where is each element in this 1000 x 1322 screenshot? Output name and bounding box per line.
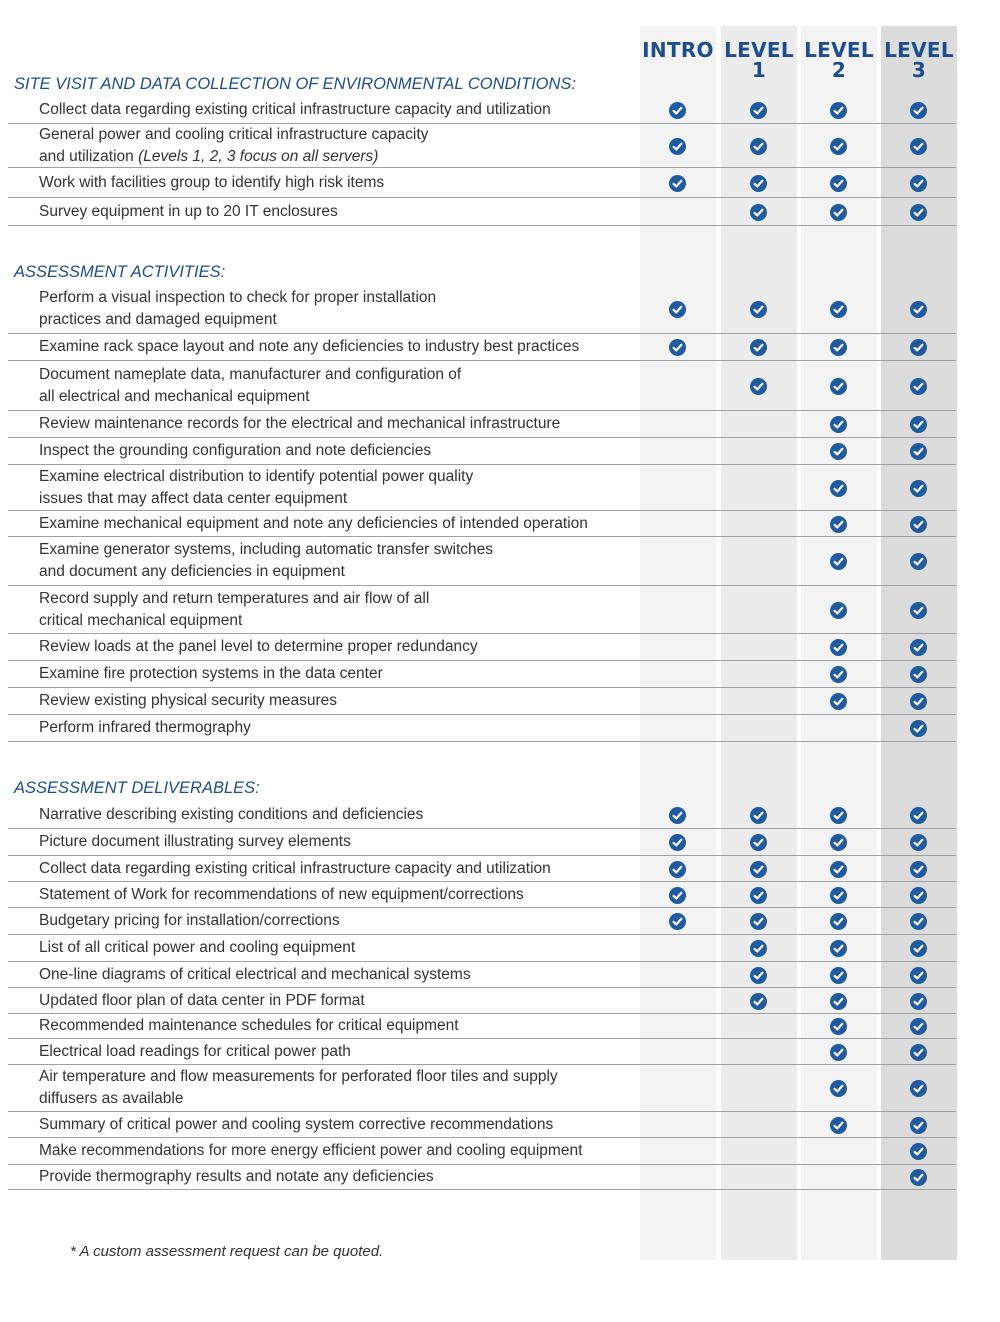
check-icon-intro [669, 301, 686, 318]
check-icon-level2 [830, 443, 847, 460]
row-description [39, 511, 639, 536]
row-description-line [39, 717, 639, 739]
column-header-line: LEVEL [884, 38, 954, 62]
table-row [8, 829, 956, 856]
column-header-line: 1 [751, 58, 767, 82]
check-icon-level3 [910, 602, 927, 619]
row-description-line [39, 1015, 639, 1037]
column-header-level3 [881, 40, 957, 80]
row-description-line [39, 937, 639, 959]
check-icon-level3 [910, 416, 927, 433]
section-title: ASSESSMENT DELIVERABLES: [14, 779, 260, 797]
check-icon-level3 [910, 301, 927, 318]
row-text: Work with facilities group to identify high risk items [39, 173, 385, 191]
row-description [39, 1065, 639, 1111]
check-icon-level2 [830, 693, 847, 710]
row-description-line [39, 884, 639, 906]
table-row [8, 438, 956, 465]
check-icon-level2 [830, 378, 847, 395]
table-row [8, 511, 956, 537]
row-text: and document any deficiencies in equipment [39, 563, 345, 580]
check-icon-level3 [910, 138, 927, 155]
check-icon-level3 [910, 1117, 927, 1134]
check-icon-level1 [750, 940, 767, 957]
row-text: Record supply and return temperatures and air flow of all [39, 589, 430, 607]
row-description-line [39, 964, 639, 986]
section-title: SITE VISIT AND DATA COLLECTION OF ENVIRONMENTAL CONDITIONS: [14, 75, 576, 93]
column-header-level2 [801, 40, 877, 80]
check-icon-level3 [910, 480, 927, 497]
row-text: Updated floor plan of data center in PDF format [39, 991, 365, 1009]
row-description-line [39, 1114, 639, 1136]
check-icon-level3 [910, 516, 927, 533]
row-description-line [39, 124, 639, 146]
row-text: Examine electrical distribution to identify potential power quality [39, 467, 474, 485]
check-icon-level2 [830, 516, 847, 533]
row-description-line [39, 588, 639, 610]
row-description [39, 829, 639, 855]
row-text: Statement of Work for recommendations of new equipment/corrections [39, 885, 524, 903]
check-icon-level2 [830, 967, 847, 984]
table-row [8, 1014, 956, 1039]
check-icon-level2 [830, 940, 847, 957]
row-description-line [39, 413, 639, 435]
row-description-line [39, 610, 639, 632]
check-icon-intro [669, 175, 686, 192]
check-icon-level3 [910, 339, 927, 356]
row-description-line [39, 663, 639, 685]
row-description [39, 688, 639, 714]
check-icon-level1 [750, 175, 767, 192]
row-description [39, 802, 639, 828]
table-row [8, 198, 956, 226]
row-text: Budgetary pricing for installation/corrections [39, 912, 340, 929]
row-description [39, 1039, 639, 1064]
row-text: Perform infrared thermography [39, 719, 251, 736]
check-icon-intro [669, 887, 686, 904]
check-icon-intro [669, 861, 686, 878]
row-description [39, 285, 639, 333]
row-description [39, 334, 639, 360]
row-description-line [39, 990, 639, 1012]
table-row [8, 124, 956, 168]
row-description-line [39, 831, 639, 853]
check-icon-level2 [830, 301, 847, 318]
table-row [8, 661, 956, 688]
row-text: Examine rack space layout and note any deficiencies to industry best practices [39, 338, 580, 355]
table-row [8, 882, 956, 908]
check-icon-level3 [910, 1080, 927, 1097]
row-text: Summary of critical power and cooling system corrective recommendations [39, 1115, 554, 1133]
column-header-level1 [721, 40, 797, 80]
row-description-line [39, 513, 639, 535]
check-icon-level3 [910, 834, 927, 851]
row-description-line [39, 146, 639, 168]
table-row [8, 537, 956, 586]
check-icon-level2 [830, 204, 847, 221]
check-icon-level1 [750, 913, 767, 930]
check-icon-level3 [910, 967, 927, 984]
row-description [39, 168, 639, 197]
check-icon-level3 [910, 720, 927, 737]
table-row [8, 465, 956, 511]
row-text: Collect data regarding existing critical infrastructure capacity and utilization [39, 101, 551, 118]
table-row [8, 1165, 956, 1190]
check-icon-level2 [830, 993, 847, 1010]
column-header-line: INTRO [642, 38, 714, 62]
row-text: Survey equipment in up to 20 IT enclosures [39, 202, 338, 220]
check-icon-level3 [910, 940, 927, 957]
row-description-line [39, 336, 639, 358]
table-row [8, 285, 956, 334]
row-description [39, 465, 639, 510]
row-description-line [39, 1166, 639, 1188]
check-icon-level2 [830, 1044, 847, 1061]
table-row [8, 935, 956, 962]
row-text: Review maintenance records for the electrical and mechanical infrastructure [39, 415, 561, 432]
check-icon-level3 [910, 666, 927, 683]
row-description-line [39, 287, 639, 309]
row-text: Examine mechanical equipment and note any deficiencies of intended operation [39, 514, 588, 532]
row-text: Electrical load readings for critical power path [39, 1042, 351, 1060]
check-icon-level1 [750, 967, 767, 984]
row-description-line [39, 910, 639, 932]
check-icon-intro [669, 913, 686, 930]
row-description [39, 856, 639, 881]
table-row [8, 586, 956, 634]
row-description [39, 124, 639, 167]
check-icon-intro [669, 834, 686, 851]
row-description [39, 634, 639, 660]
table-row [8, 715, 956, 742]
check-icon-level2 [830, 102, 847, 119]
check-icon-level1 [750, 339, 767, 356]
row-description-line [39, 309, 639, 331]
check-icon-level2 [830, 339, 847, 356]
check-icon-level2 [830, 416, 847, 433]
row-description [39, 661, 639, 687]
table-row [8, 962, 956, 988]
row-text: Review loads at the panel level to determine proper redundancy [39, 638, 478, 655]
table-row [8, 1065, 956, 1112]
row-description-line [39, 561, 639, 583]
check-icon-level3 [910, 443, 927, 460]
row-description [39, 438, 639, 464]
row-description-line [39, 440, 639, 462]
row-description-line [39, 364, 639, 386]
row-text: diffusers as available [39, 1090, 184, 1107]
check-icon-level3 [910, 1018, 927, 1035]
row-description-line [39, 466, 639, 488]
row-description-line [39, 539, 639, 561]
check-icon-level3 [910, 913, 927, 930]
check-icon-intro [669, 807, 686, 824]
row-description-line [39, 99, 639, 121]
row-description [39, 1112, 639, 1137]
row-description [39, 715, 639, 741]
row-text: Document nameplate data, manufacturer and configuration of [39, 365, 462, 383]
row-text: practices and damaged equipment [39, 311, 277, 328]
row-text: List of all critical power and cooling equipment [39, 939, 356, 956]
check-icon-level2 [830, 1080, 847, 1097]
table-row [8, 988, 956, 1014]
check-icon-level1 [750, 887, 767, 904]
row-text: Examine generator systems, including automatic transfer switches [39, 541, 494, 558]
check-icon-level1 [750, 993, 767, 1010]
check-icon-level2 [830, 807, 847, 824]
table-row [8, 1138, 956, 1165]
row-text: Review existing physical security measures [39, 692, 338, 709]
row-text: Examine fire protection systems in the data center [39, 665, 383, 682]
check-icon-level1 [750, 138, 767, 155]
row-description-line [39, 636, 639, 658]
check-icon-level3 [910, 378, 927, 395]
check-icon-level2 [830, 887, 847, 904]
section-title: ASSESSMENT ACTIVITIES: [14, 263, 226, 281]
row-description [39, 908, 639, 934]
row-description [39, 537, 639, 585]
table-row [8, 97, 956, 124]
check-icon-level2 [830, 1018, 847, 1035]
check-icon-level3 [910, 102, 927, 119]
check-icon-intro [669, 102, 686, 119]
row-text: Inspect the grounding configuration and note deficiencies [39, 442, 432, 459]
row-description-line [39, 690, 639, 712]
check-icon-level3 [910, 639, 927, 656]
check-icon-level2 [830, 175, 847, 192]
check-icon-level3 [910, 175, 927, 192]
row-text: General power and cooling critical infrastructure capacity [39, 125, 429, 143]
check-icon-level1 [750, 807, 767, 824]
check-icon-level3 [910, 204, 927, 221]
row-description [39, 962, 639, 987]
row-text: all electrical and mechanical equipment [39, 387, 310, 405]
row-description-line [39, 201, 639, 223]
row-description [39, 411, 639, 437]
row-text: Air temperature and flow measurements for perforated floor tiles and supply [39, 1068, 558, 1085]
row-text: Provide thermography results and notate any deficiencies [39, 1168, 434, 1185]
row-description-line [39, 1140, 639, 1162]
check-icon-level2 [830, 553, 847, 570]
table-row [8, 411, 956, 438]
table-row [8, 168, 956, 198]
check-icon-level1 [750, 301, 767, 318]
check-icon-intro [669, 339, 686, 356]
check-icon-level1 [750, 861, 767, 878]
row-description [39, 1165, 639, 1189]
row-text: Recommended maintenance schedules for critical equipment [39, 1017, 459, 1034]
table-row [8, 688, 956, 715]
check-icon-level3 [910, 1169, 927, 1186]
row-description [39, 361, 639, 410]
row-description [39, 1138, 639, 1164]
row-description [39, 1014, 639, 1038]
row-description-line [39, 804, 639, 826]
row-text: and utilization [39, 147, 134, 165]
check-icon-level1 [750, 204, 767, 221]
check-icon-level2 [830, 138, 847, 155]
row-description-line [39, 1088, 639, 1110]
check-icon-level3 [910, 553, 927, 570]
row-text: Narrative describing existing conditions and deficiencies [39, 806, 424, 823]
check-icon-level3 [910, 807, 927, 824]
check-icon-level1 [750, 834, 767, 851]
row-description [39, 935, 639, 961]
column-header-line: 3 [911, 58, 927, 82]
row-text: critical mechanical equipment [39, 611, 243, 629]
check-icon-level1 [750, 378, 767, 395]
table-row [8, 334, 956, 361]
row-text: Perform a visual inspection to check for proper installation [39, 289, 437, 306]
check-icon-level2 [830, 861, 847, 878]
table-row [8, 908, 956, 935]
check-icon-level2 [830, 666, 847, 683]
table-row [8, 1112, 956, 1138]
check-icon-level3 [910, 993, 927, 1010]
row-description-line [39, 386, 639, 408]
row-text: issues that may affect data center equipment [39, 489, 348, 507]
row-description [39, 586, 639, 633]
check-icon-level2 [830, 480, 847, 497]
check-icon-level1 [750, 102, 767, 119]
row-text: One-line diagrams of critical electrical and mechanical systems [39, 965, 471, 983]
table-row [8, 361, 956, 411]
row-description [39, 97, 639, 123]
row-text: Make recommendations for more energy efficient power and cooling equipment [39, 1142, 583, 1159]
check-icon-level3 [910, 1143, 927, 1160]
check-icon-level3 [910, 887, 927, 904]
row-text: Picture document illustrating survey elements [39, 833, 351, 850]
row-description [39, 882, 639, 907]
check-icon-intro [669, 138, 686, 155]
table-row [8, 856, 956, 882]
column-header-line: LEVEL [804, 38, 874, 62]
table-row [8, 634, 956, 661]
check-icon-level3 [910, 693, 927, 710]
row-text: Collect data regarding existing critical infrastructure capacity and utilization [39, 859, 551, 877]
check-icon-level3 [910, 1044, 927, 1061]
table-row [8, 1039, 956, 1065]
table-row [8, 802, 956, 829]
row-description [39, 198, 639, 225]
check-icon-level2 [830, 834, 847, 851]
row-description-line [39, 172, 639, 194]
row-description-line [39, 488, 639, 510]
column-header-line: LEVEL [724, 38, 794, 62]
row-description-line [39, 1066, 639, 1088]
footnote: * A custom assessment request can be quoted. [70, 1243, 384, 1260]
row-description-line [39, 858, 639, 880]
check-icon-level2 [830, 602, 847, 619]
row-description-line [39, 1041, 639, 1063]
check-icon-level2 [830, 639, 847, 656]
check-icon-level2 [830, 1117, 847, 1134]
column-header-line: 2 [831, 58, 847, 82]
check-icon-level2 [830, 913, 847, 930]
row-description [39, 988, 639, 1013]
row-note: (Levels 1, 2, 3 focus on all servers) [133, 147, 379, 165]
check-icon-level3 [910, 861, 927, 878]
column-header-intro [640, 40, 716, 60]
